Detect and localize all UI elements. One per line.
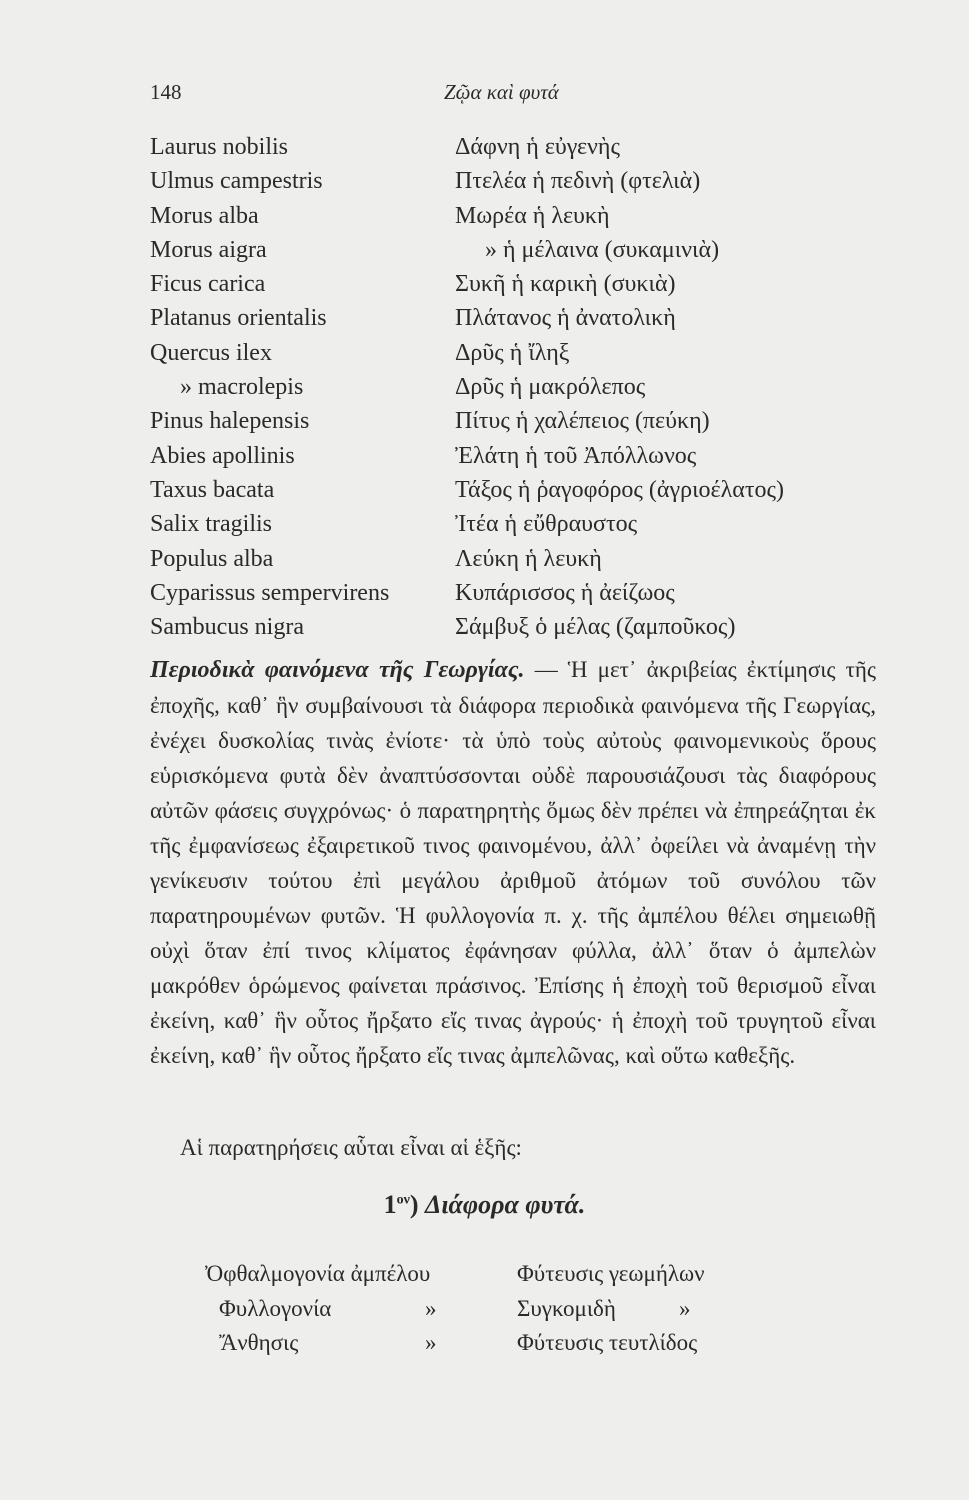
operation-left: Φυλλογονία: [219, 1295, 332, 1321]
ditto-mark: »: [679, 1295, 691, 1321]
running-title: Ζῷα καὶ φυτά: [444, 80, 559, 104]
plant-row: [150, 267, 850, 301]
section-heading: Περιοδικὰ φαινόμενα τῆς Γεωργίας.: [150, 657, 525, 683]
latin-name: Quercus ilex: [150, 339, 272, 366]
plant-row: [150, 233, 850, 267]
latin-name: Abies apollinis: [150, 442, 295, 469]
page-header: [150, 80, 880, 110]
plant-name-table: [150, 130, 850, 644]
operation-left: Ἄνθησις: [219, 1330, 299, 1355]
greek-name: Κυπάρισσος ἡ ἀείζωος: [455, 579, 675, 606]
latin-name: Morus alba: [150, 202, 259, 229]
plant-row: [150, 404, 850, 438]
ditto-mark: »: [425, 1295, 437, 1321]
greek-name: Πλάτανος ἡ ἀνατολικὴ: [455, 305, 676, 332]
plant-row: [150, 610, 850, 644]
plant-row: [150, 473, 850, 507]
plant-row: [150, 542, 850, 576]
operation-right: Συγκομιδὴ: [517, 1295, 616, 1321]
subsection-title: Διάφορα φυτά.: [425, 1190, 586, 1219]
operations-list: [205, 1257, 765, 1361]
plant-row: [150, 439, 850, 473]
plant-row: [150, 164, 850, 198]
greek-name: Δρῦς ἡ μακρόλεπος: [455, 374, 646, 401]
greek-name: Δάφνη ἡ εὐγενὴς: [455, 134, 620, 160]
greek-name: Ἰτέα ἡ εὔθραυστος: [455, 511, 638, 538]
greek-name: Σάμβυξ ὁ μέλας (ζαμποῦκος): [455, 614, 736, 641]
latin-name: Laurus nobilis: [150, 134, 288, 160]
operation-right: Φύτευσις τευτλίδος: [517, 1330, 698, 1355]
remarks-line: Αἱ παρατηρήσεις αὗται εἶναι αἱ ἑξῆς:: [180, 1135, 522, 1160]
latin-name: Cyparissus sempervirens: [150, 579, 390, 606]
latin-name: Platanus orientalis: [150, 305, 327, 332]
plant-row: [150, 370, 850, 404]
section-paragraph: [150, 652, 876, 1073]
greek-name: » ἡ μέλαινα (συκαμινιὰ): [485, 236, 720, 263]
plant-row: [150, 199, 850, 233]
section-body-text: — Ἡ μετ᾽ ἀκριβείας ἐκτίμησις τῆς ἐποχῆς, καθ᾽ ἣν συμβαίνουσι τὰ διάφορα περιοδικὰ φαινόμενα τῆς Γεωργίας, ἐνέχει δυσκολίας τινὰς ἐνίοτε· τὰ ὑπὸ τοὺς αὐτοὺς φαινομενικοὺς ὅρους εὑρισκόμενα φυτὰ δὲν ἀναπτύσσονται οὐδὲ παρουσιάζουσι τὰς διαφόρους αὐτῶν φάσεις συγχρόνως· ὁ παρατηρητὴς ὅμως δὲν πρέπει νὰ ἐπηρεάζηται ἐκ τῆς ἐμφανίσεως ἐξαιρετικοῦ τινος φαινομένου, ἀλλ᾽ ὀφείλει νὰ ἀναμένῃ τὴν γενίκευσιν τούτου ἐπὶ μεγάλου ἀριθμοῦ ἀτόμων τοῦ συνόλου τῶν παρατηρουμένων φυτῶν. Ἡ φυλλογονία π. χ. τῆς ἀμπέλου θέλει σημειωθῇ οὐχὶ ὅταν ἐπί τινος κλίματος ἐφάνησαν φύλλα, ἀλλ᾽ ὅταν ὁ ἀμπελὼν μακρόθεν ὁρώμενος φαίνεται πράσινος. Ἐπίσης ἡ ἐποχὴ τοῦ θερισμοῦ εἶναι ἐκείνη, καθ᾽ ἣν οὗτος ἤρξατο εἴς τινας ἀγρούς· ἡ ἐποχὴ τοῦ τρυγητοῦ εἶναι ἐκείνη, καθ᾽ ἣν οὗτος ἤρξατο εἴς τινας ἀμπελῶνας, καὶ οὕτω καθεξῆς.: [150, 657, 877, 1068]
greek-name: Μωρέα ἡ λευκὴ: [455, 202, 610, 229]
latin-name: Populus alba: [150, 545, 274, 572]
page-number: 148: [150, 80, 182, 104]
plant-row: [150, 336, 850, 370]
latin-name: Salix tragilis: [150, 511, 272, 538]
greek-name: Δρῦς ἡ ἴληξ: [455, 339, 570, 366]
operation-left: Ὀφθαλμογονία ἀμπέλου: [205, 1261, 431, 1286]
greek-name: Τάξος ἡ ῥαγοφόρος (ἀγριοέλατος): [455, 476, 784, 503]
latin-name: Sambucus nigra: [150, 614, 304, 641]
subsection-heading: [0, 1190, 969, 1220]
latin-name: Ficus carica: [150, 271, 266, 298]
operation-row: [205, 1292, 765, 1327]
subsection-number-suffix: ον: [396, 1192, 410, 1208]
periodic-phenomena-section: [150, 652, 876, 1073]
greek-name: Πίτυς ἡ χαλέπειος (πεύκη): [455, 408, 710, 435]
latin-name: Ulmus campestris: [150, 168, 323, 195]
plant-row: [150, 507, 850, 541]
operation-right: Φύτευσις γεωμήλων: [517, 1261, 705, 1286]
subsection-number: 1: [383, 1190, 397, 1219]
greek-name: Συκῆ ἡ καρικὴ (συκιὰ): [455, 271, 676, 298]
operation-row: [205, 1326, 765, 1361]
plant-row: [150, 130, 850, 164]
greek-name: Ἐλάτη ἡ τοῦ Ἀπόλλωνος: [455, 442, 697, 469]
plant-row: [150, 576, 850, 610]
greek-name: Λεύκη ἡ λευκὴ: [455, 545, 602, 572]
latin-name: Taxus bacata: [150, 476, 275, 503]
ditto-mark: »: [425, 1330, 437, 1355]
operation-row: [205, 1257, 765, 1292]
latin-name: » macrolepis: [180, 374, 304, 401]
latin-name: Pinus halepensis: [150, 408, 310, 435]
subsection-paren: ): [409, 1190, 419, 1219]
greek-name: Πτελέα ἡ πεδινὴ (φτελιὰ): [455, 168, 701, 195]
plant-row: [150, 301, 850, 335]
latin-name: Morus aigra: [150, 236, 267, 263]
